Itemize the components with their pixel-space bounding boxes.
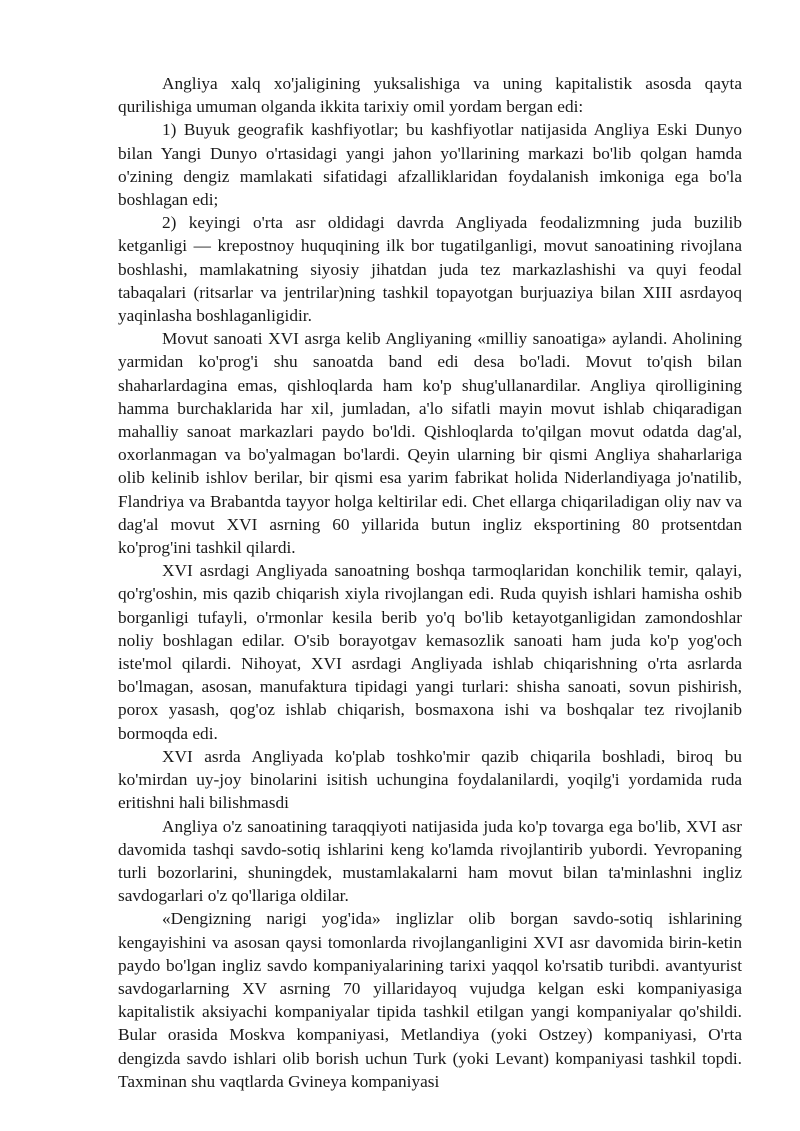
paragraph-companies: «Dengizning narigi yog'ida» inglizlar olib borgan savdo-sotiq ishlarining kengayishini va asosan qaysi tomonlarda rivojlanganligini XVI asr davomida birin-ketin paydo bo'lgan ingliz savdo kompaniyalarining tarixi yaqqol ko'rsatib turibdi. avantyurist savdogarlarning XV asrning 70 yillaridayoq vujudga kelgan eski kompaniyasiga kapitalistik aksiyachi kompaniyalar tipida tashkil etilgan yangi kompaniyalar qo'shildi. Bular orasida Moskva kompaniyasi, Metlandiya (yoki Ostzey) kompaniyasi, O'rta dengizda savdo ishlari olib borish uchun Turk (yoki Levant) kompaniyasi tashkil topdi. Taxminan shu vaqtlarda Gvineya kompaniyasi — [118, 909, 742, 1091]
paragraph-intro: Angliya xalq xo'jaligining yuksalishiga va uning kapitalistik asosda qayta qurilishiga umuman olganda ikkita tarixiy omil yordam bergan edi: — [118, 74, 742, 117]
paragraph-factor-1: 1) Buyuk geografik kashfiyotlar; bu kashfiyotlar natijasida Angliya Eski Dunyo bilan Yangi Dunyo o'rtasidagi yangi jahon yo'llarining markazi bo'lib qolgan hamda o'zining dengiz mamlakati sifatidagi afzalliklaridan foydalanish imkoniga ega bo'la boshlagan edi; — [118, 120, 742, 210]
paragraph-factor-2: 2) keyingi o'rta asr oldidagi davrda Angliyada feodalizmning juda buzilib ketganligi — krepostnoy huquqining ilk bor tugatilganligi, movut sanoatining rivojlana boshlashi, mamlakatning siyosiy jihatdan juda tez markazlashishi va quyi feodal tabaqalari (ritsarlar va jentrilar)ning tashkil topayotgan burjuaziya bilan XIII asrdayoq yaqinlasha boshlaganligidir. — [118, 213, 742, 326]
paragraph-coal: XVI asrda Angliyada ko'plab toshko'mir qazib chiqarila boshladi, biroq bu ko'mirdan uy-joy binolarini isitish uchungina foydalanilardi, yoqilg'i yordamida ruda eritishni hali bilishmasdi — [118, 746, 742, 813]
document-page — [118, 72, 742, 1093]
paragraph-mining: XVI asrdagi Angliyada sanoatning boshqa tarmoqlaridan konchilik temir, qalayi, qo'rg'oshin, mis qazib chiqarish xiyla rivojlangan edi. Ruda quyish ishlari hamisha oshib borganligi tufayli, o'rmonlar kesila berib yo'q bo'lib ketayotganligidan zamondoshlar noliy boshlagan edilar. O'sib borayotgav kemasozlik sanoati ham juda ko'p yog'och iste'mol qilardi. Nihoyat, XVI asrdagi Angliyada ishlab chiqarishning o'rta asrlarda bo'lmagan, asosan, manufaktura tipidagi yangi turlari: shisha sanoati, sovun pishirish, porox yasash, qog'oz ishlab chiqarish, bosmaxona ishi va boshqalar tez rivojlanib bormoqda edi. — [118, 561, 742, 743]
paragraph-cloth-industry: Movut sanoati XVI asrga kelib Angliyaning «milliy sanoatiga» aylandi. Aholining yarmidan ko'prog'i shu sanoatda band edi desa bo'ladi. Movut to'qish bilan shaharlardagina emas, qishloqlarda ham ko'p shug'ullanardilar. Angliya qirolligining hamma burchaklarida har xil, jumladan, a'lo sifatli mayin movut ishlab chiqaradigan mahalliy sanoat markazlari paydo bo'ldi. Qishloqlarda to'qilgan movut odatda dag'al, oxorlanmagan va bo'yalmagan bo'lardi. Qeyin ularning bir qismi Angliya shaharlariga olib kelinib ishlov berilar, bir qismi esa yarim fabrikat holida Niderlandiyaga jo'natilib, Flandriya va Brabantda tayyor holga keltirilar edi. Chet ellarga chiqariladigan oliy nav va dag'al movut XVI asrning 60 yillarida butun ingliz eksportining 80 protsentdan ko'prog'ini tashkil qilardi. — [118, 329, 742, 558]
paragraph-trade: Angliya o'z sanoatining taraqqiyoti natijasida juda ko'p tovarga ega bo'lib, XVI asr davomida tashqi savdo-sotiq ishlarini keng ko'lamda rivojlantirib yubordi. Yevropaning turli bozorlarini, shuningdek, mustamlakalarni ham movut bilan ta'minlashni ingliz savdogarlari o'z qo'llariga oldilar. — [118, 816, 742, 906]
